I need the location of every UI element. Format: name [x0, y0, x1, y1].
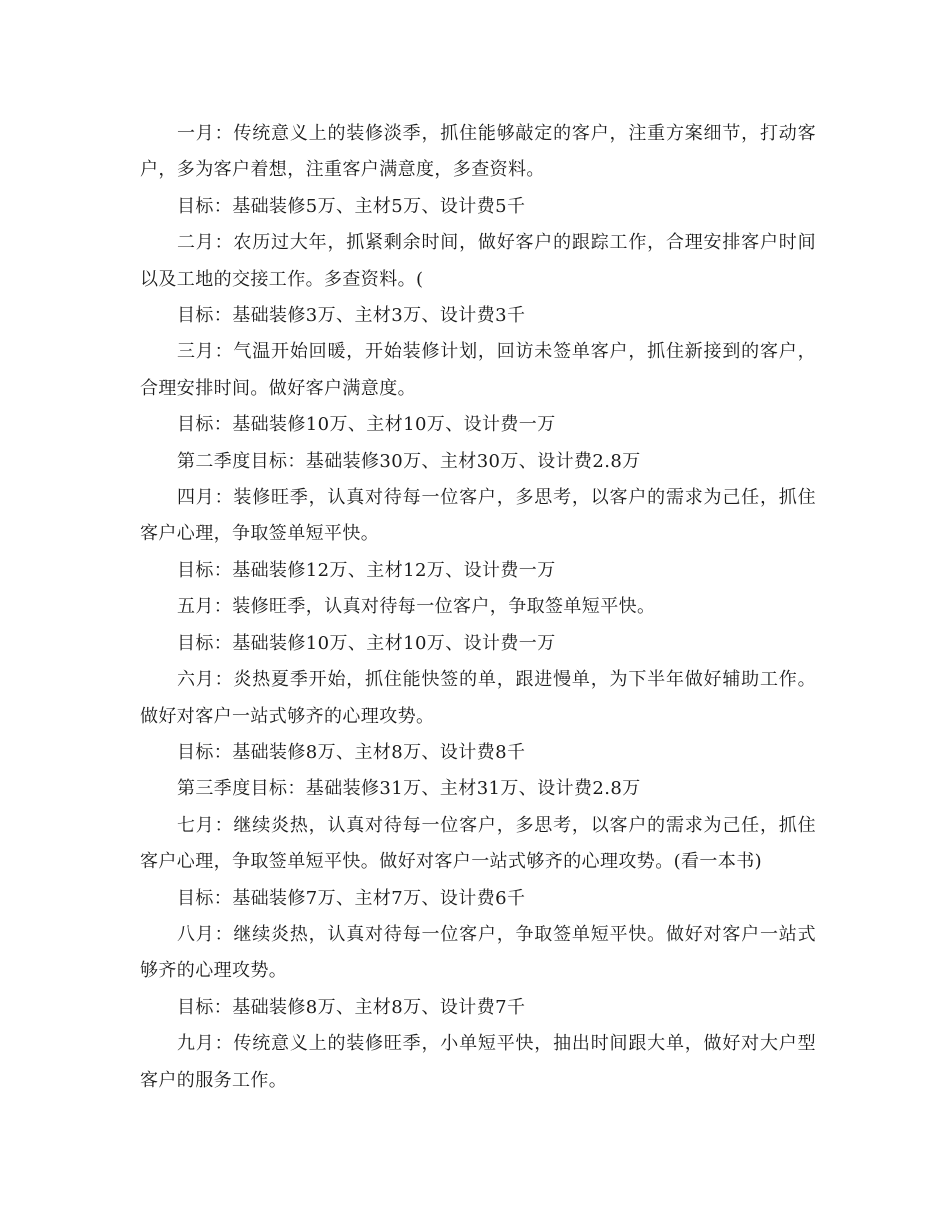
paragraph-july: 七月：继续炎热，认真对待每一位客户，多思考，以客户的需求为己任，抓住客户心理，争取签单短平快。做好对客户一站式够齐的心理攻势。(看一本书): [140, 814, 816, 873]
paragraph-april: 四月：装修旺季，认真对待每一位客户，多思考，以客户的需求为己任，抓住客户心理，争取签单短平快。: [140, 487, 816, 545]
paragraph-august: 八月：继续炎热，认真对待每一位客户，争取签单短平快。做好对客户一站式够齐的心理攻势。: [140, 923, 816, 982]
paragraph-may: 五月：装修旺季，认真对待每一位客户，争取签单短平快。: [177, 596, 656, 618]
paragraph-january-target: 目标：基础装修5万、主材5万、设计费5千: [177, 195, 526, 217]
document-body: [140, 116, 816, 1099]
paragraph-q2-target: 第二季度目标：基础装修30万、主材30万、设计费2.8万: [177, 450, 641, 472]
paragraph-september: 九月：传统意义上的装修旺季，小单短平快，抽出时间跟大单，做好对大户型客户的服务工作。: [140, 1033, 816, 1091]
paragraph-june-target: 目标：基础装修8万、主材8万、设计费8千: [177, 741, 526, 763]
paragraph-may-target: 目标：基础装修10万、主材10万、设计费一万: [177, 632, 556, 654]
paragraph-february: 二月：农历过大年，抓紧剩余时间，做好客户的跟踪工作，合理安排客户时间以及工地的交接工作。多查资料。(: [140, 232, 816, 290]
paragraph-q3-target: 第三季度目标：基础装修31万、主材31万、设计费2.8万: [177, 778, 641, 800]
paragraph-july-target: 目标：基础装修7万、主材7万、设计费6千: [177, 887, 526, 909]
paragraph-august-target: 目标：基础装修8万、主材8万、设计费7千: [177, 996, 526, 1018]
paragraph-april-target: 目标：基础装修12万、主材12万、设计费一万: [177, 559, 556, 581]
paragraph-march-target: 目标：基础装修10万、主材10万、设计费一万: [177, 414, 556, 436]
paragraph-june: 六月：炎热夏季开始，抓住能快签的单，跟进慢单，为下半年做好辅助工作。做好对客户一站式够齐的心理攻势。: [140, 669, 816, 727]
paragraph-february-target: 目标：基础装修3万、主材3万、设计费3千: [177, 305, 526, 327]
paragraph-january: 一月：传统意义上的装修淡季，抓住能够敲定的客户，注重方案细节，打动客户，多为客户着想，注重客户满意度，多查资料。: [140, 123, 816, 181]
paragraph-march: 三月：气温开始回暖，开始装修计划，回访未签单客户，抓住新接到的客户，合理安排时间。做好客户满意度。: [140, 341, 816, 399]
